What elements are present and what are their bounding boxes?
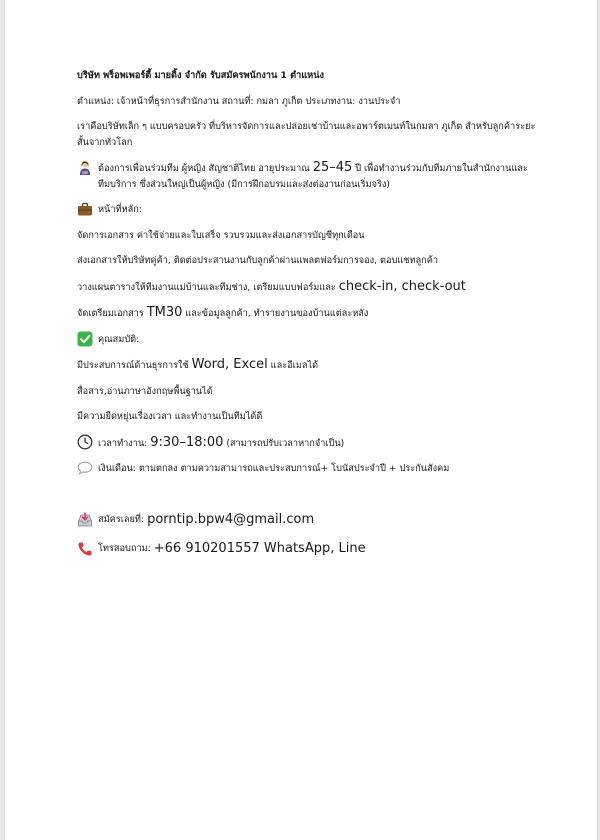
qualification-item: สื่อสาร,อ่านภาษาอังกฤษพื้นฐานได้ <box>77 385 213 397</box>
telephone-receiver-icon <box>77 541 93 557</box>
apply-label: สมัครเลยที่: <box>98 513 145 525</box>
duty-item: วางแผนตารางให้ทีมงานแม่บ้านและทีมช่าง, เตรียมแบบฟอร์มและ check-in, check-out <box>77 278 466 294</box>
duties-heading-row <box>77 202 537 218</box>
salary-row <box>77 461 537 477</box>
hours-note: (สามารถปรับเวลาหากจำเป็น) <box>223 437 345 449</box>
qualification-item: มีความยืดหยุ่นเรื่องเวลา และทำงานเป็นทีมได้ดี <box>77 411 263 422</box>
working-hours-row <box>77 435 537 452</box>
duty-item: จัดเตรียมเอกสาร TM30 และข้อมูลลูกค้า, ทำรายงานของบ้านแต่ละหลัง <box>77 305 369 320</box>
seeking-text-2: ปี เพื่อทำงานร่วมกับทีมภายในสำนักงานและทีมบริการ ซึ่งส่วนใหญ่เป็นผู้หญิง (มีการฝึกอบรมและส่งต่องานก่อนเริ่มจริง) <box>98 163 528 190</box>
posting-title: บริษัท พร็อพเพอร์ตี้ มายดิ้ง จำกัด รับสมัครพนักงาน 1 ตำแหน่ง <box>77 70 324 81</box>
company-intro: เราคือบริษัทเล็ก ๆ แบบครอบครัว ที่บริหารจัดการและปล่อยเช่าบ้านและอพาร์ตเมนท์ในกมลา ภูเก็ต สำหรับลูกค้าระยะสั้นจากทั่วโลก <box>77 121 536 148</box>
check-mark-icon <box>77 331 93 347</box>
speech-bubble-icon <box>77 460 93 476</box>
clock-icon <box>77 434 93 450</box>
apply-row <box>77 511 537 529</box>
phone-row <box>77 540 537 558</box>
office-worker-icon <box>77 159 93 175</box>
document-page <box>4 0 598 840</box>
software-skills: Word, Excel <box>191 357 268 372</box>
phone-label: โทรสอบถาม: <box>98 542 151 554</box>
phone-number-link[interactable]: +66 910201557 WhatsApp, Line <box>153 540 366 556</box>
check-in-out: check-in, check-out <box>338 278 466 294</box>
age-range: 25–45 <box>312 160 353 175</box>
apply-email-link[interactable]: porntip.bpw4@gmail.com <box>147 511 315 527</box>
position-line: ตำแหน่ง: เจ้าหน้าที่ธุรการสำนักงาน สถานที่: กมลา ภูเก็ต ประเภทงาน: งานประจำ <box>77 95 401 107</box>
duty-item: จัดการเอกสาร ค่าใช้จ่ายและใบเสร็จ รวบรวมและส่งเอกสารบัญชีทุกเดือน <box>77 229 365 241</box>
duties-heading: หน้าที่หลัก: <box>98 204 142 215</box>
tm30-label: TM30 <box>146 305 183 320</box>
salary-text: เงินเดือน: ตามตกลง ตามความสามารถและประสบการณ์+ โบนัสประจำปี + ประกันสังคม <box>98 463 450 474</box>
working-hours: 9:30–18:00 <box>150 434 224 450</box>
seeking-paragraph <box>77 160 537 192</box>
job-posting <box>77 68 537 558</box>
inbox-tray-icon <box>77 512 93 528</box>
hours-label: เวลาทำงาน: <box>98 437 151 449</box>
qualifications-heading: คุณสมบัติ: <box>98 333 140 345</box>
briefcase-icon <box>77 201 93 217</box>
qualifications-heading-row <box>77 332 537 348</box>
duty-item: ส่งเอกสารให้บริษัทคู่ค้า, ติดต่อประสานงานกับลูกค้าผ่านแพลตฟอร์มการจอง, ตอบแชทลูกค้า <box>77 255 439 266</box>
seeking-text-1: ต้องการเพื่อนร่วมทีม ผู้หญิง สัญชาติไทย อายุประมาณ <box>98 163 313 174</box>
qualification-item: มีประสบการณ์ด้านธุรการใช้ Word, Excel และอีเมลได้ <box>77 357 319 372</box>
